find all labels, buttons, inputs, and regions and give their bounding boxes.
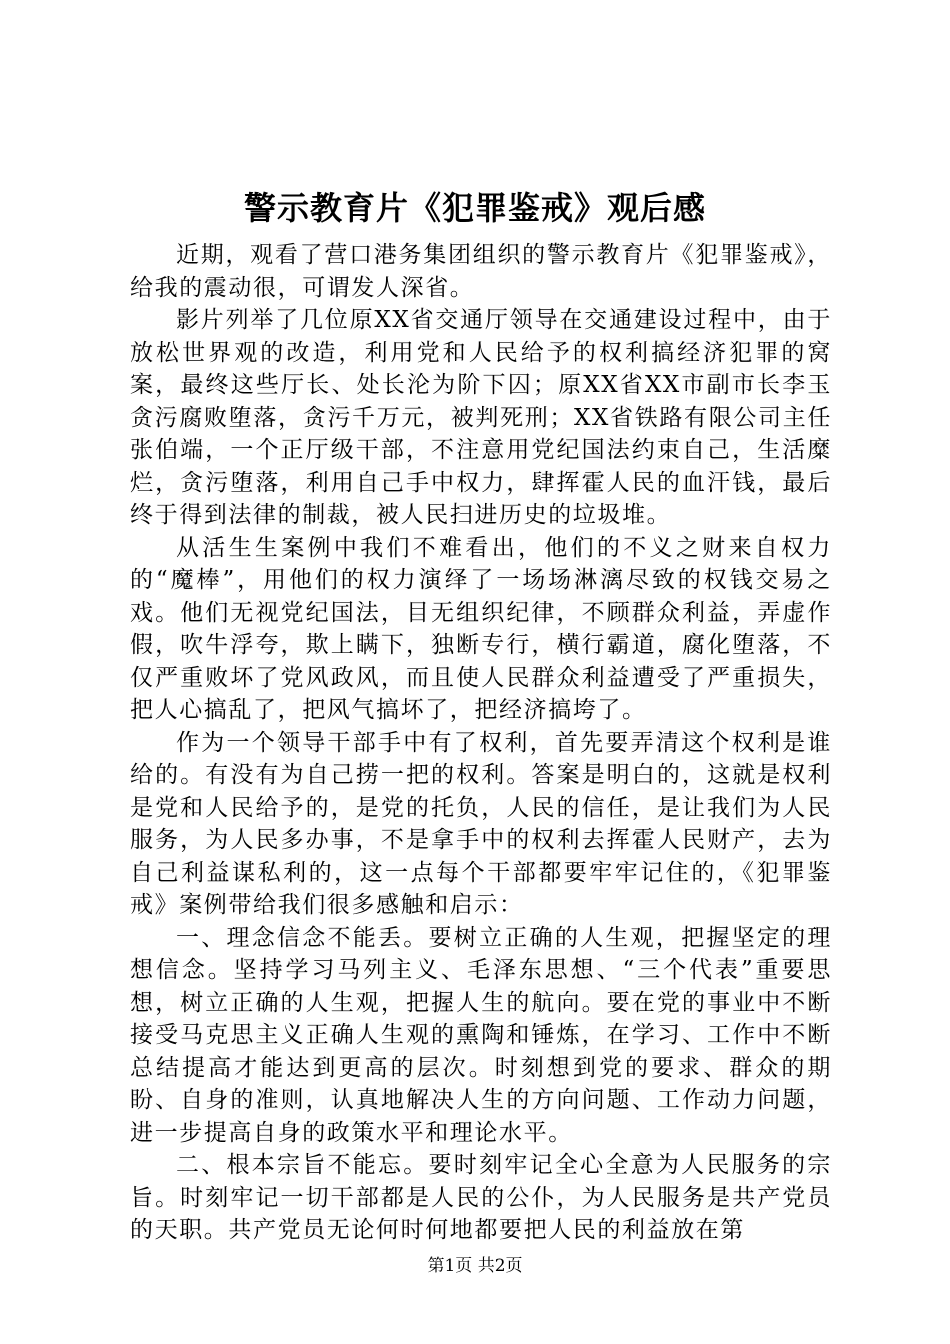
paragraph-5: 一、理念信念不能丢。要树立正确的人生观，把握坚定的理想信念。坚持学习马列主义、毛泽东思想、“三个代表”重要思想，树立正确的人生观，把握人生的航向。要在党的事业中不断接受马克思主义正确人生观的熏陶和锤炼，在学习、工作中不断总结提高才能达到更高的层次。时刻想到党的要求、群众的期盼、自身的准则，认真地解决人生的方向问题、工作动力问题，进一步提高自身的政策水平和理论水平。 [130, 924, 832, 1146]
paragraph-1: 近期，观看了营口港务集团组织的警示教育片《犯罪鉴戒》，给我的震动很，可谓发人深省。 [130, 242, 832, 301]
paragraph-2: 影片列举了几位原XX省交通厅领导在交通建设过程中，由于放松世界观的改造，利用党和人民给予的权利搞经济犯罪的窝案，最终这些厅长、处长沦为阶下囚；原XX省XX市副市长李玉贪污腐败堕落，贪污千万元，被判死刑；XX省铁路有限公司主任张伯端，一个正厅级干部，不注意用党纪国法约束自己，生活糜烂，贪污堕落，利用自己手中权力，肆挥霍人民的血汗钱，最后终于得到法律的制裁，被人民扫进历史的垃圾堆。 [130, 307, 832, 528]
document-title: 警示教育片《犯罪鉴戒》观后感 [243, 189, 706, 227]
page-footer: 第1页 共2页 [427, 1256, 523, 1276]
document-body [130, 239, 832, 1247]
paragraph-6: 二、根本宗旨不能忘。要时刻牢记全心全意为人民服务的宗旨。时刻牢记一切干部都是人民的公仆，为人民服务是共产党员的天职。共产党员无论何时何地都要把人民的利益放在第 [130, 1152, 832, 1243]
paragraph-4: 作为一个领导干部手中有了权利，首先要弄清这个权利是谁给的。有没有为自己捞一把的权利。答案是明白的，这就是权利是党和人民给予的，是党的托负，人民的信任，是让我们为人民服务，为人民多办事，不是拿手中的权利去挥霍人民财产，去为自己利益谋私利的，这一点每个干部都要牢牢记住的，《犯罪鉴戒》案例带给我们很多感触和启示： [130, 729, 832, 918]
paragraph-3: 从活生生案例中我们不难看出，他们的不义之财来自权力的“魔棒”，用他们的权力演绎了一场场淋漓尽致的权钱交易之戏。他们无视党纪国法，目无组织纪律，不顾群众利益，弄虚作假，吹牛浮夸，欺上瞒下，独断专行，横行霸道，腐化堕落，不仅严重败坏了党风政风，而且使人民群众利益遭受了严重损失，把人心搞乱了，把风气搞坏了，把经济搞垮了。 [130, 534, 832, 723]
